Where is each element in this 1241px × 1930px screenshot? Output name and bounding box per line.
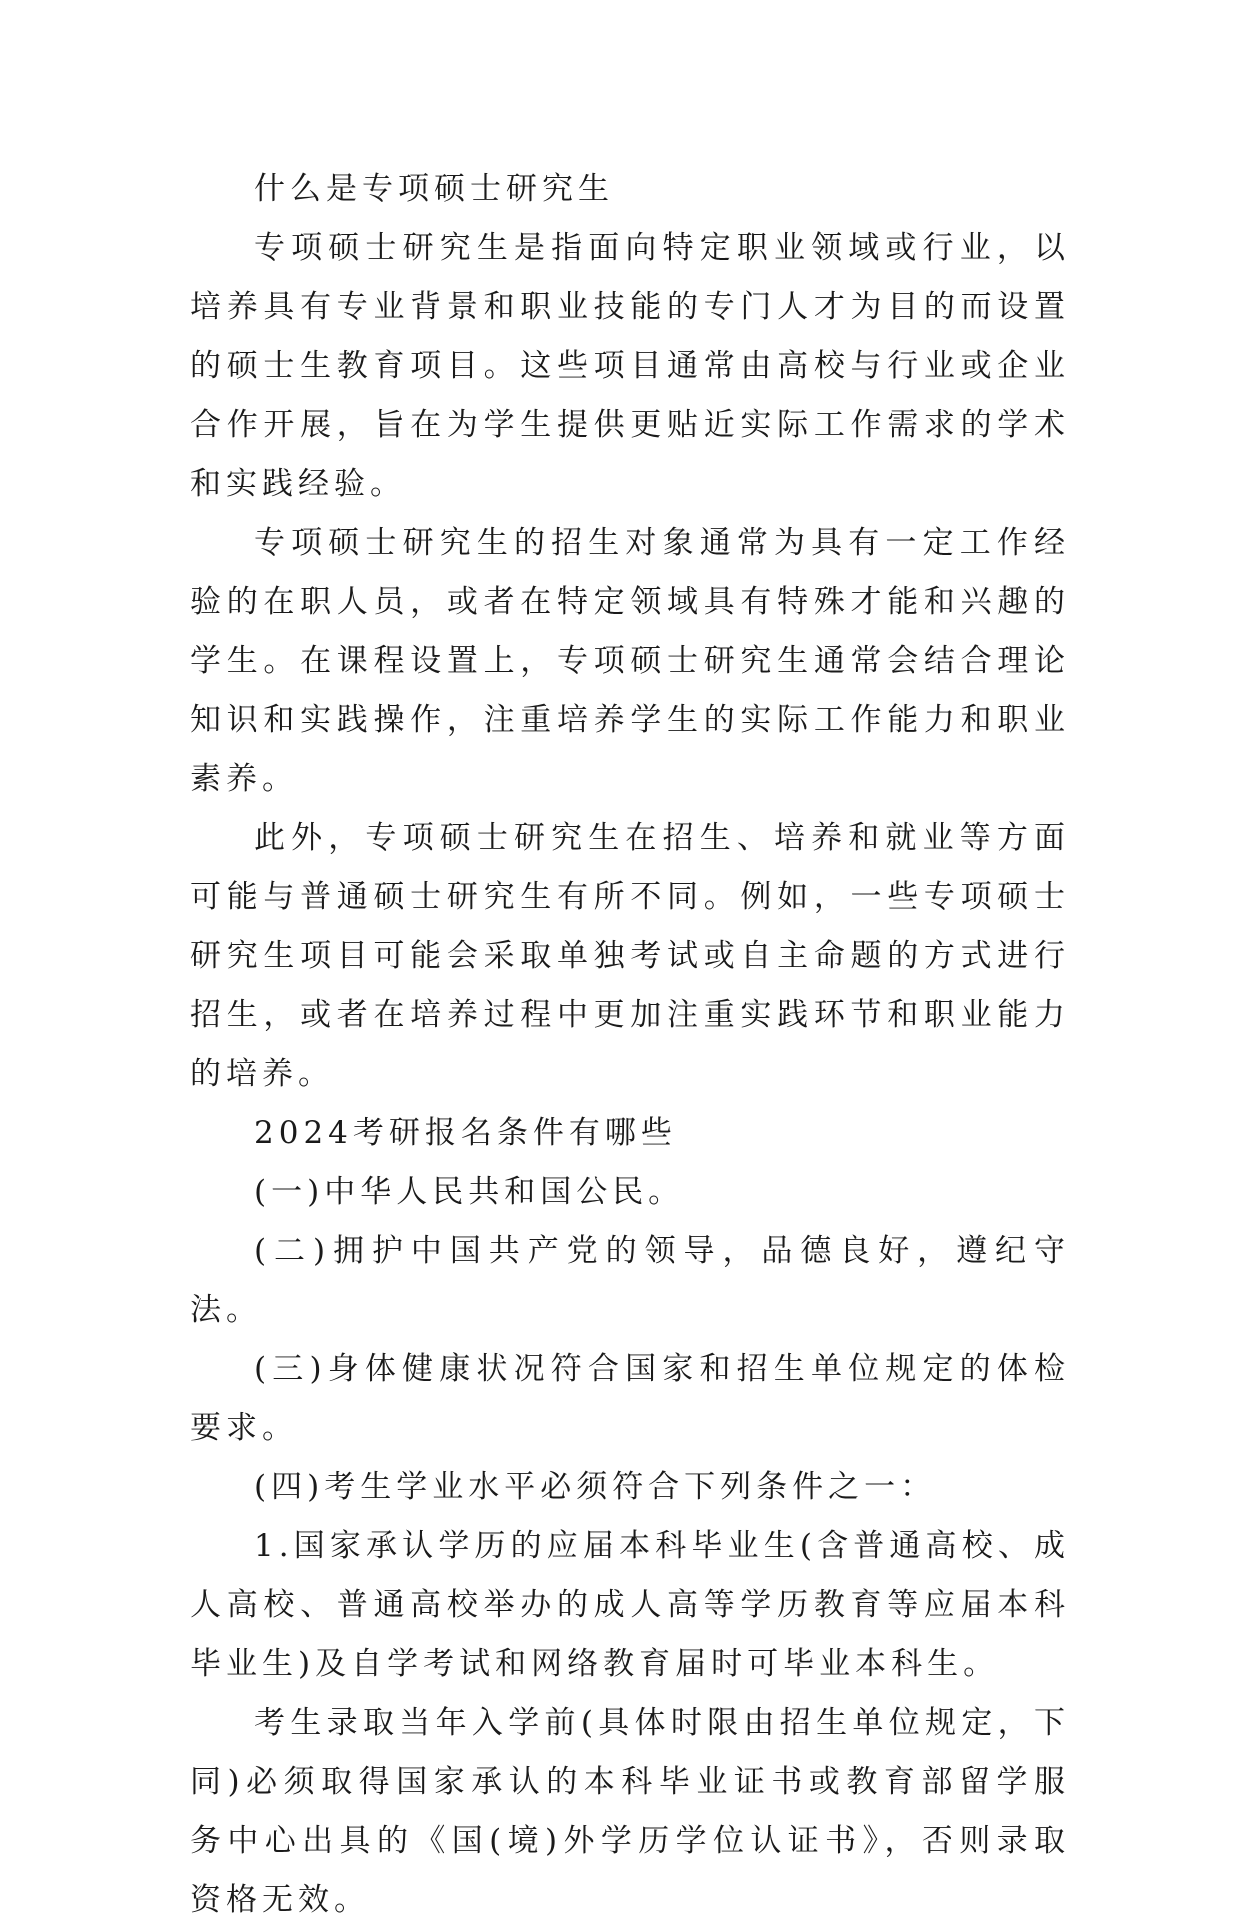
requirement-item-1: (一)中华人民共和国公民。 [254,1174,685,1210]
paragraph-definition: 专项硕士研究生是指面向特定职业领域或行业，以培养具有专业背景和职业技能的专门人才为目的而设置的硕士生教育项目。这些项目通常由高校与行业或企业合作开展，旨在为学生提供更贴近实际工作需求的学术和实践经验。 [190,230,1070,502]
requirement-item-3: (三)身体健康状况符合国家和招生单位规定的体检要求。 [190,1351,1070,1446]
section-heading-special-master: 什么是专项硕士研究生 [254,171,614,207]
document-body [190,160,1070,1930]
section-heading-requirements: 2024考研报名条件有哪些 [254,1115,677,1151]
paragraph-admission-note: 考生录取当年入学前(具体时限由招生单位规定，下同)必须取得国家承认的本科毕业证书或教育部留学服务中心出具的《国(境)外学历学位认证书》，否则录取资格无效。 [190,1705,1070,1918]
paragraph-enrollment-target: 专项硕士研究生的招生对象通常为具有一定工作经验的在职人员，或者在特定领域具有特殊才能和兴趣的学生。在课程设置上，专项硕士研究生通常会结合理论知识和实践操作，注重培养学生的实际工作能力和职业素养。 [190,525,1070,797]
paragraph-differences: 此外，专项硕士研究生在招生、培养和就业等方面可能与普通硕士研究生有所不同。例如，一些专项硕士研究生项目可能会采取单独考试或自主命题的方式进行招生，或者在培养过程中更加注重实践环节和职业能力的培养。 [190,820,1070,1092]
requirement-item-4: (四)考生学业水平必须符合下列条件之一： [254,1469,937,1505]
requirement-item-2: (二)拥护中国共产党的领导，品德良好，遵纪守法。 [190,1233,1070,1328]
requirement-subitem-1: 1.国家承认学历的应届本科毕业生(含普通高校、成人高校、普通高校举办的成人高等学历教育等应届本科毕业生)及自学考试和网络教育届时可毕业本科生。 [190,1528,1070,1682]
